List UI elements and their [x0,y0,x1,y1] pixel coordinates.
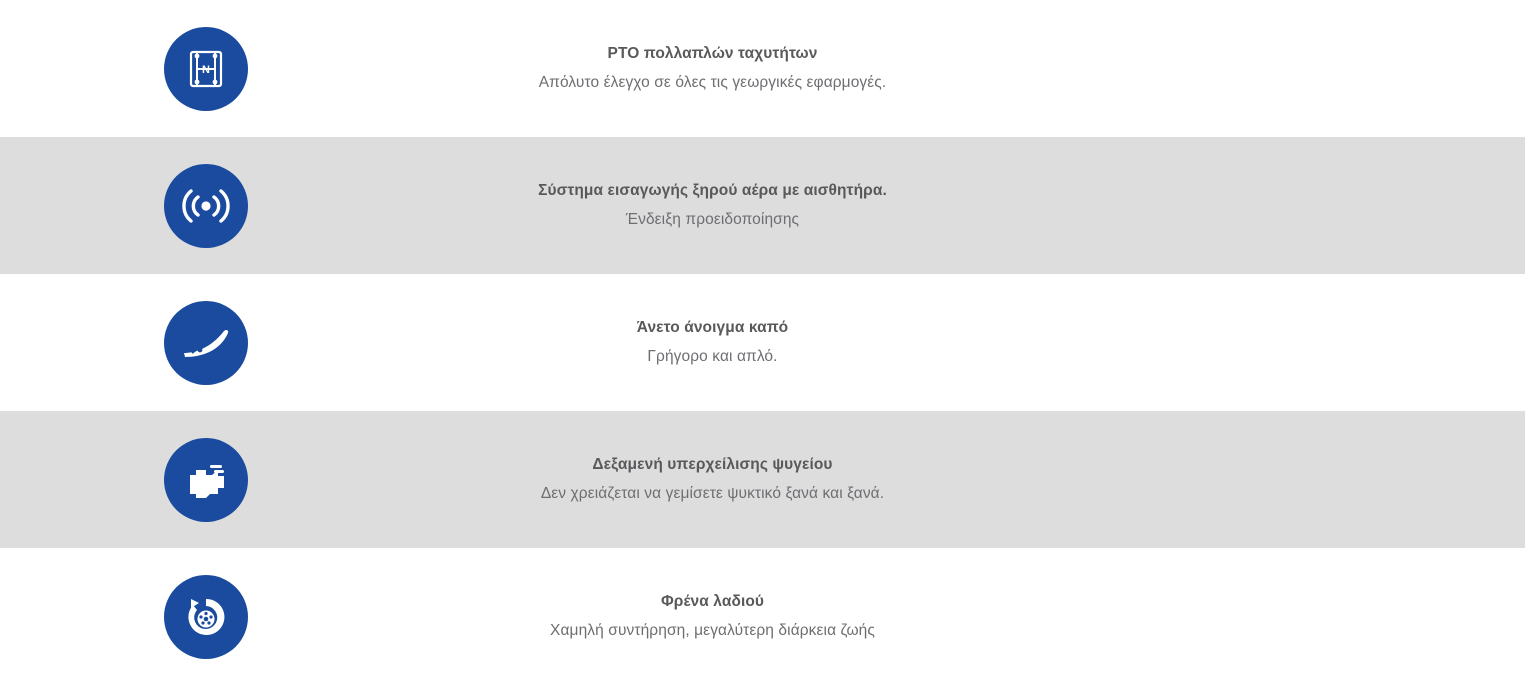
svg-text:N: N [202,63,210,76]
feature-row [0,137,1525,274]
feature-description: Δεν χρειάζεται να γεμίσετε ψυκτικό ξανά και ξανά. [540,484,885,502]
feature-title: Φρένα λαδιού [660,593,765,611]
feature-text [0,317,1525,368]
feature-description: Απόλυτο έλεγχο σε όλες τις γεωργικές εφαρμογές. [538,73,887,91]
feature-text [0,591,1525,642]
feature-row [0,274,1525,411]
feature-row [0,548,1525,685]
feature-title: Σύστημα εισαγωγής ξηρού αέρα με αισθητήρα. [538,182,887,200]
feature-description: Ένδειξη προειδοποίησης [625,210,800,228]
feature-description: Γρήγορο και απλό. [647,347,778,365]
feature-description: Χαμηλή συντήρηση, μεγαλύτερη διάρκεια ζωής [550,621,875,639]
feature-title: PTO πολλαπλών ταχυτήτων [607,45,818,63]
feature-row [0,411,1525,548]
feature-text [0,180,1525,231]
feature-title: Άνετο άνοιγμα καπό [636,319,789,337]
feature-text [0,43,1525,94]
feature-row [0,0,1525,137]
feature-text [0,454,1525,505]
feature-title: Δεξαμενή υπερχείλισης ψυγείου [592,456,833,474]
